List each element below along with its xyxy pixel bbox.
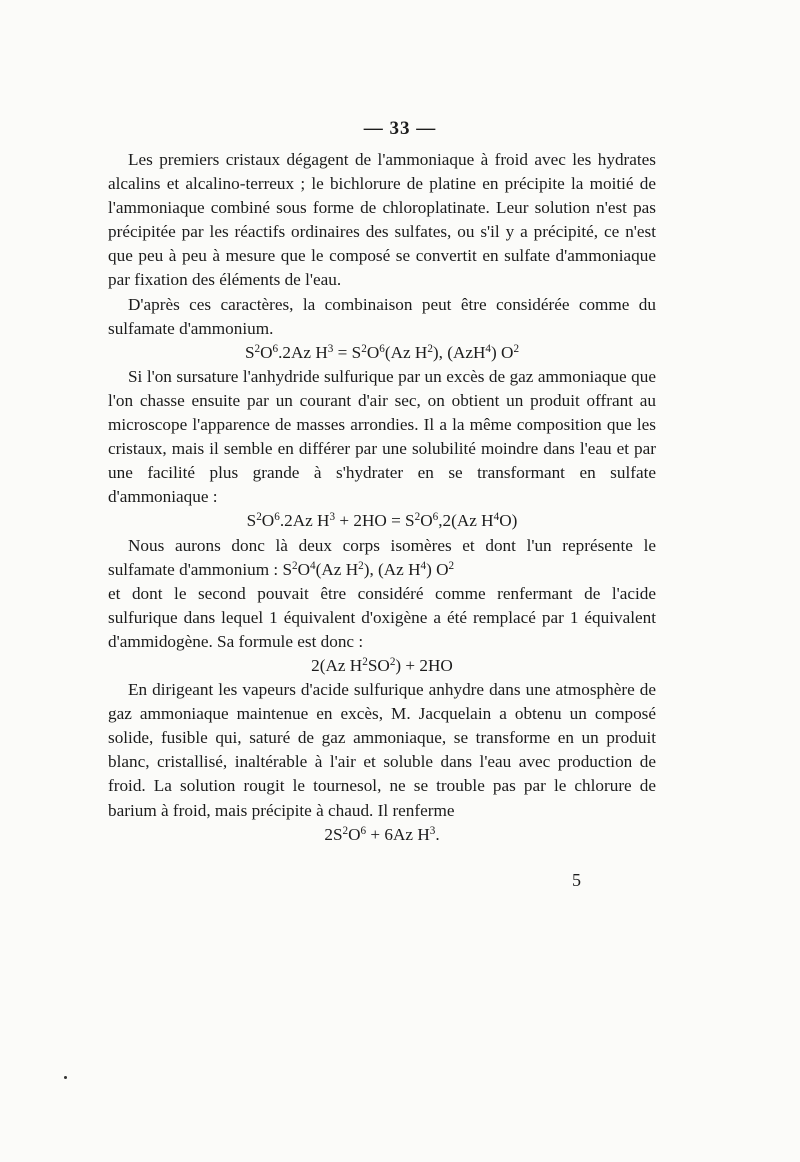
paragraph: D'après ces caractères, la combinaison peut être considérée comme du sulfamate d'ammonium. bbox=[108, 294, 656, 338]
chemical-formula: $S^2O^6.2Az$ $H^3 + 2HO = S^2O^6,2(Az$ $H^4O$) bbox=[246, 511, 518, 531]
paragraph: Nous aurons donc là deux corps isomères et dont l'un représente le sulfamate d'ammonium : $S^2O^4(Az$ $H^2$), (Az $H^4$) $O^2$ bbox=[108, 535, 656, 579]
paragraph: Si l'on sursature l'anhydride sulfurique par un excès de gaz ammoniaque que l'on chasse ensuite par un courant d'air sec, on obtient un produit offrant au microscope l'apparence de masses arrondies. Il a la même composition que les cristaux, mais il semble en différer par une solubilité moindre dans l'eau et par une facilité plus grande à s'hydrater en se transformant en sulfate d'ammoniaque : bbox=[108, 366, 656, 507]
chemical-formula: 2(Az $H^2SO^2) + 2HO$ bbox=[311, 655, 453, 675]
page-number: — 33 — bbox=[363, 118, 437, 139]
body-text bbox=[108, 148, 656, 847]
paragraph: En dirigeant les vapeurs d'acide sulfurique anhydre dans une atmosphère de gaz ammoniaque maintenue en excès, M. Jacquelain a obtenu un composé solide, fusible qui, saturé de gaz ammoniaque, se transforme en un produit blanc, cristallisé, inaltérable à l'air et soluble dans l'eau avec production de froid. La solution rougit le tournesol, ne se trouble pas par le chlorure de barium à froid, mais précipite à chaud. Il renferme bbox=[108, 680, 656, 820]
chemical-formula: $S^2O^6.2Az$ $H^3 = S^2O^6(Az$ $H^2$), (AzH$^4$) $O^2$ bbox=[244, 342, 520, 362]
signature-mark: 5 bbox=[572, 870, 581, 890]
paper-speck bbox=[64, 1076, 67, 1079]
paragraph: et dont le second pouvait être considéré comme renfermant de l'acide sulfurique dans lequel 1 équivalent d'oxigène a été remplacé par 1 équivalent d'ammidogène. Sa formule est donc : bbox=[108, 583, 656, 651]
paragraph: Les premiers cristaux dégagent de l'ammoniaque à froid avec les hydrates alcalins et alcalino-terreux ; le bichlorure de platine en précipite la moitié de l'ammoniaque combiné sous forme de chloroplatinate. Leur solution n'est pas précipitée par les réactifs ordinaires des sulfates, ou s'il y a précipité, ce n'est que peu à peu à mesure que le composé se convertit en sulfate d'ammoniaque par fixation des éléments de l'eau. bbox=[108, 150, 656, 290]
chemical-formula: $2S^2O^6 + 6Az$ $H^3$. bbox=[324, 824, 440, 844]
